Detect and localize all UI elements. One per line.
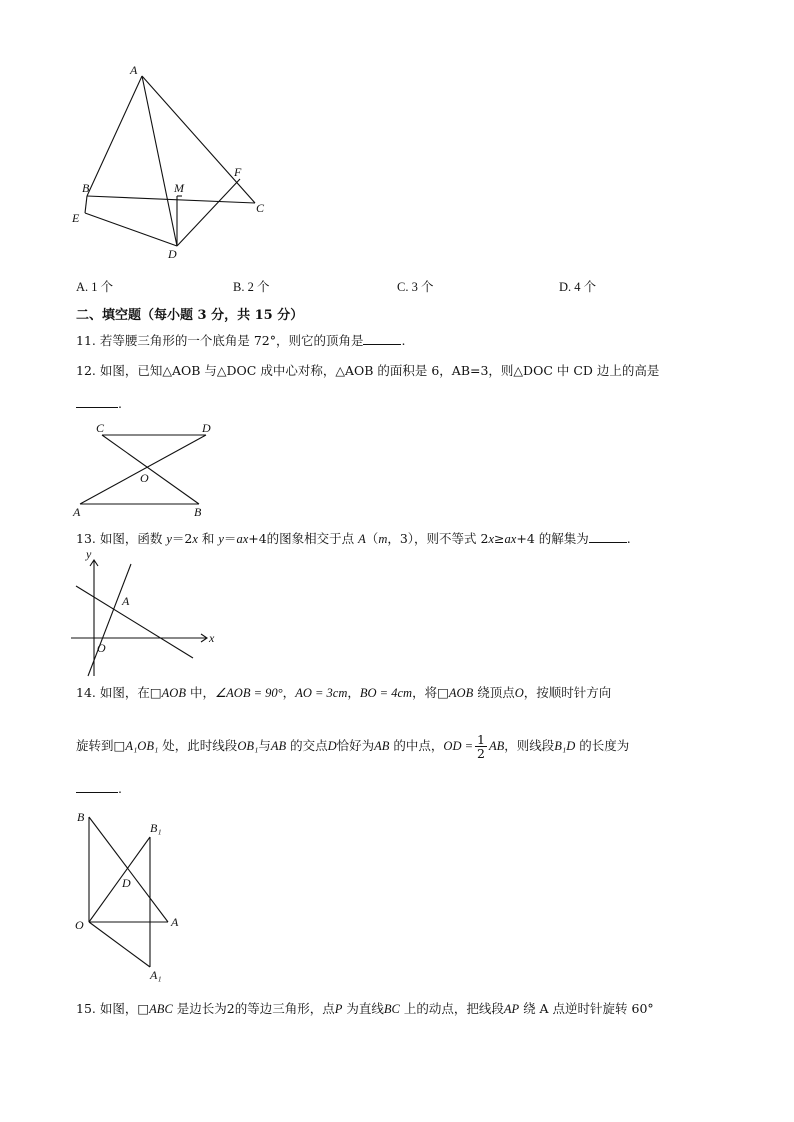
q13-part: （ xyxy=(365,531,379,546)
q13-end: . xyxy=(626,531,631,546)
fig3-label-o: O xyxy=(97,641,106,655)
fraction-numerator: 1 xyxy=(477,732,485,747)
q13-var: x xyxy=(192,532,198,546)
q15-part: 的等边三角形，点 xyxy=(234,1001,335,1016)
question-12-line-1: 12. 如图，已知△AOB 与△DOC 成中心对称，△AOB 的面积是 6，AB=3，则△DOC 中 CD 边上的高是 xyxy=(76,363,660,378)
q14-math: ∠AOB = 90° xyxy=(214,686,283,700)
triangle-symbol: □ xyxy=(149,685,162,700)
q15-part: 为直线 xyxy=(342,1001,384,1016)
q14-math: D xyxy=(327,739,337,753)
q13-var: x xyxy=(488,532,495,546)
q14-part: ， xyxy=(282,685,296,700)
fig2-label-a: A xyxy=(73,505,81,519)
fig4-label-d: D xyxy=(122,876,131,890)
fig1-label-f: F xyxy=(234,165,242,179)
q14-part: 的长度为 xyxy=(575,738,630,753)
fig1-label-m: M xyxy=(174,181,184,195)
q13-var: y xyxy=(218,532,224,546)
q13-part: +4 的解集为 xyxy=(516,531,589,546)
q15-part: 绕 A 点逆时针旋转 60° xyxy=(519,1001,654,1016)
q13-part: ，3），则不等式 2 xyxy=(387,531,489,546)
q13-var: y xyxy=(166,532,172,546)
fig3-label-x: x xyxy=(209,631,215,645)
q14-part: 14. 如图，在 xyxy=(76,685,150,700)
q11-end: . xyxy=(401,333,406,348)
q13-var: ax xyxy=(504,532,517,546)
q14-math: A₁OB₁ xyxy=(125,739,159,753)
q12-end: . xyxy=(118,396,122,411)
figure-1-triangle-diagram xyxy=(60,60,280,270)
triangle-symbol: □ xyxy=(113,738,126,753)
q14-end: . xyxy=(118,781,122,796)
fig3-label-a: A xyxy=(122,594,130,608)
q13-answer-blank xyxy=(589,530,627,543)
figure-3-function-graph xyxy=(65,548,225,683)
option-d: D. 4 个 xyxy=(559,280,597,294)
q13-part: ＝ xyxy=(223,531,237,546)
q14-part: 恰好为 xyxy=(336,738,375,753)
fig4-label-a1: A₁ xyxy=(150,968,162,982)
option-c: C. 3 个 xyxy=(397,280,434,294)
q14-part: ，按顺时针方向 xyxy=(523,685,612,700)
q15-math: ABC xyxy=(149,1002,173,1016)
q13-var: A xyxy=(358,532,366,546)
q15-math: P xyxy=(334,1002,343,1016)
q14-math: BO = 4cm xyxy=(359,686,413,700)
question-11 xyxy=(76,332,405,350)
q13-part: ≥ xyxy=(494,531,505,546)
q15-part: 是边长为 xyxy=(172,1001,227,1016)
q14-math: B₁D xyxy=(554,739,576,753)
q14-math: AB xyxy=(489,739,505,753)
fig1-label-e: E xyxy=(72,211,80,225)
question-14-line-1 xyxy=(76,684,611,702)
fig1-label-c: C xyxy=(256,201,265,215)
q15-math: 2 xyxy=(226,1001,235,1016)
q14-part: 与 xyxy=(258,738,271,753)
fig2-label-c: C xyxy=(96,421,105,435)
fig4-label-o: O xyxy=(75,918,84,932)
fig4-label-b: B xyxy=(77,810,85,824)
q14-part: 处，此时线段 xyxy=(158,738,238,753)
q13-part: 13. 如图，函数 xyxy=(76,531,167,546)
q14-part: ， xyxy=(347,685,360,700)
q14-math: AB xyxy=(270,739,287,753)
q14-answer-blank xyxy=(76,780,118,793)
fig3-label-y: y xyxy=(86,547,92,561)
q15-part: 15. 如图， xyxy=(76,1001,138,1016)
q15-math: BC xyxy=(383,1002,400,1016)
fig4-label-b1: B₁ xyxy=(150,821,162,835)
q15-math: AP xyxy=(503,1002,520,1016)
q14-part: 绕顶点 xyxy=(473,685,515,700)
q14-math: OB₁ xyxy=(237,739,259,753)
question-14-line-2 xyxy=(76,733,629,760)
q13-part: ＝2 xyxy=(171,531,193,546)
q14-math: OD = xyxy=(443,739,474,753)
fraction-one-half xyxy=(475,733,487,760)
q11-text: 11. 若等腰三角形的一个底角是 72°，则它的顶角是 xyxy=(76,333,364,348)
q13-var: ax xyxy=(236,532,249,546)
fig1-label-a: A xyxy=(130,63,138,77)
q14-part: 中， xyxy=(185,685,215,700)
q13-part: +4的图象相交于点 xyxy=(248,531,359,546)
fraction-denominator: 2 xyxy=(477,746,485,761)
figure-2-central-symmetry xyxy=(70,420,220,520)
option-a: A. 1 个 xyxy=(76,280,114,294)
q14-math: AOB xyxy=(161,686,186,700)
question-12-line-2 xyxy=(76,395,122,413)
q14-part: ，则线段 xyxy=(504,738,555,753)
q14-math: AB xyxy=(374,739,390,753)
q14-part: 旋转到 xyxy=(76,738,114,753)
q11-answer-blank xyxy=(363,332,401,345)
question-14-line-3 xyxy=(76,780,122,798)
fig1-label-b: B xyxy=(82,181,90,195)
fig2-label-o: O xyxy=(140,471,149,485)
question-15 xyxy=(76,1000,654,1018)
q13-part: 和 xyxy=(197,531,219,546)
fig2-label-d: D xyxy=(202,421,211,435)
q14-math: O xyxy=(514,686,524,700)
q12-answer-blank xyxy=(76,395,118,408)
question-13 xyxy=(76,530,631,548)
q14-math: AO = 3cm xyxy=(295,686,348,700)
fig2-label-b: B xyxy=(194,505,202,519)
q14-part: 的交点 xyxy=(286,738,328,753)
triangle-symbol: □ xyxy=(437,685,449,700)
q14-part: ，将 xyxy=(412,685,438,700)
fig1-label-d: D xyxy=(168,247,177,261)
q13-var: m xyxy=(378,532,388,546)
q15-part: 上的动点，把线段 xyxy=(399,1001,504,1016)
section-title: 二、填空题（每小题 3 分，共 15 分） xyxy=(76,308,304,323)
q14-part: 的中点， xyxy=(389,738,444,753)
figure-4-rotation-diagram xyxy=(70,805,190,985)
q14-math: AOB xyxy=(448,686,474,700)
fig4-label-a: A xyxy=(171,915,179,929)
option-b: B. 2 个 xyxy=(233,280,270,294)
triangle-symbol: □ xyxy=(137,1001,150,1016)
